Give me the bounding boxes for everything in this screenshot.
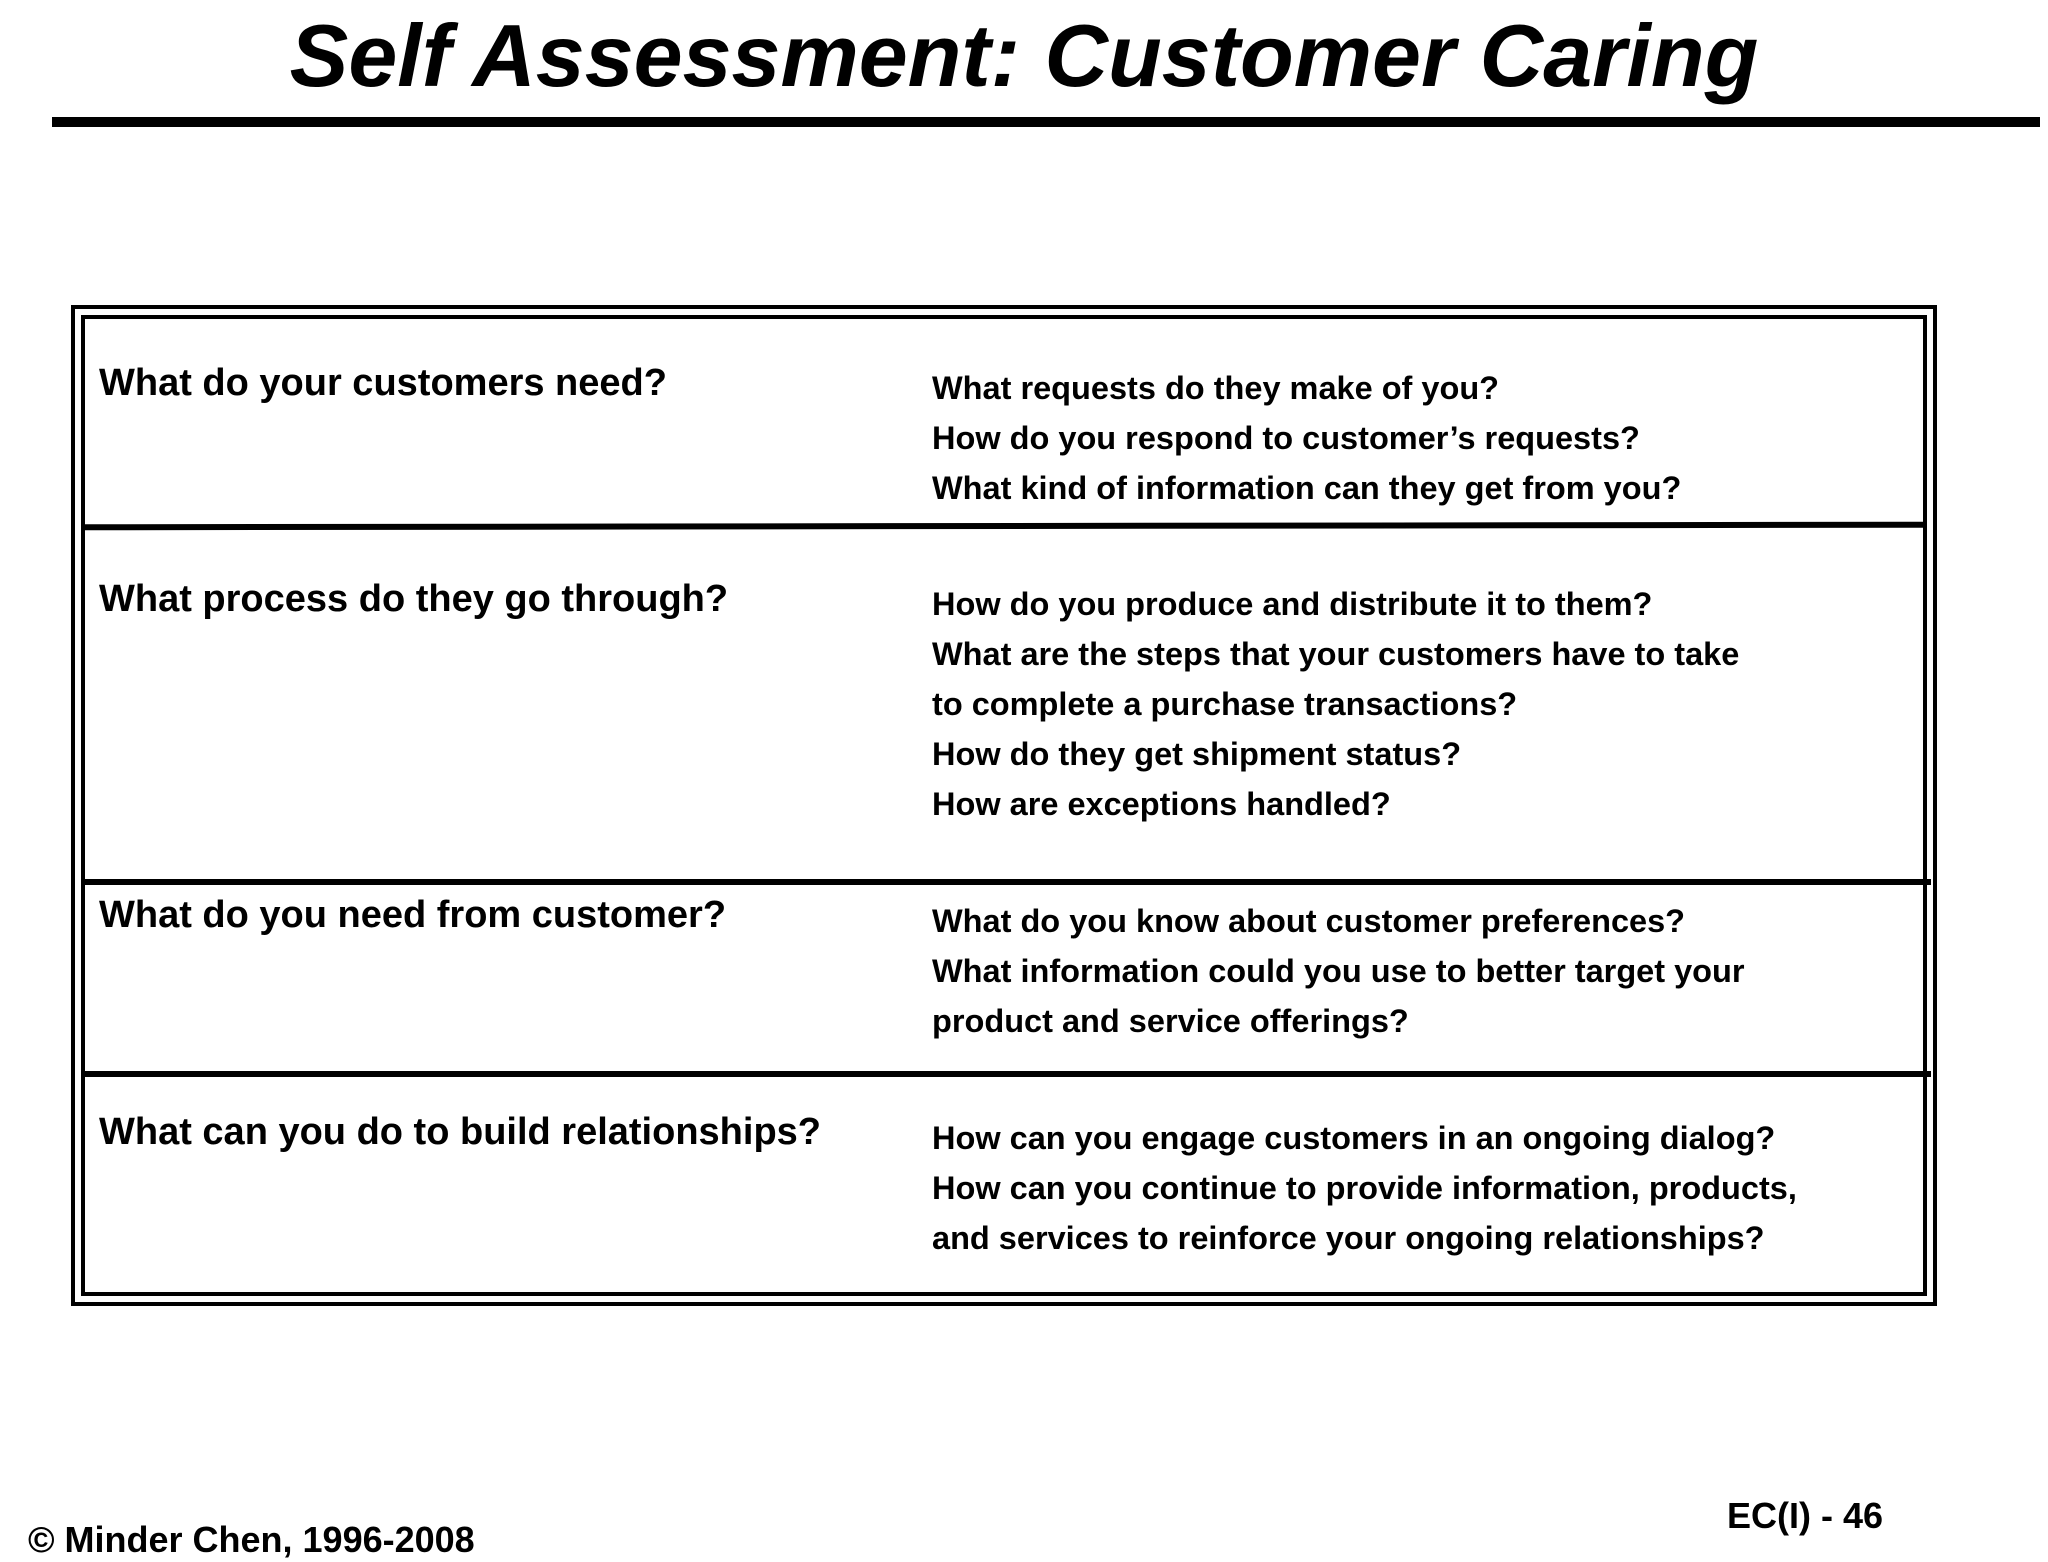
detail-line: What information could you use to better target your [932, 953, 1745, 989]
row-2-details [932, 579, 1912, 829]
detail-line: to complete a purchase transactions? [932, 686, 1518, 722]
detail-line: What are the steps that your customers have to take [932, 636, 1740, 672]
row-1-question: What do your customers need? [99, 362, 667, 404]
detail-line: What requests do they make of you? [932, 370, 1500, 406]
detail-line: How do you produce and distribute it to them? [932, 586, 1653, 622]
detail-line: How can you continue to provide information, products, [932, 1170, 1797, 1206]
row-4-question: What can you do to build relationships? [99, 1111, 821, 1153]
detail-line: What kind of information can they get from you? [932, 470, 1682, 506]
row-4-details [932, 1113, 1912, 1263]
detail-line: How do you respond to customer’s requests? [932, 420, 1640, 456]
row-1-details [932, 363, 1912, 513]
page-title: Self Assessment: Customer Caring [289, 6, 1759, 105]
page-number: EC(I) - 46 [1727, 1495, 1884, 1536]
detail-line: and services to reinforce your ongoing relationships? [932, 1220, 1765, 1256]
title-underline [52, 117, 2040, 127]
detail-line: product and service offerings? [932, 1003, 1409, 1039]
row-divider [81, 1071, 1931, 1077]
detail-line: How are exceptions handled? [932, 786, 1391, 822]
copyright-notice: © Minder Chen, 1996-2008 [28, 1519, 475, 1560]
row-divider [81, 879, 1931, 885]
detail-line: How do they get shipment status? [932, 736, 1462, 772]
row-2-question: What process do they go through? [99, 578, 729, 620]
row-3-question: What do you need from customer? [99, 894, 727, 936]
detail-line: What do you know about customer preferences? [932, 903, 1686, 939]
detail-line: How can you engage customers in an ongoing dialog? [932, 1120, 1776, 1156]
row-3-details [932, 896, 1912, 1046]
